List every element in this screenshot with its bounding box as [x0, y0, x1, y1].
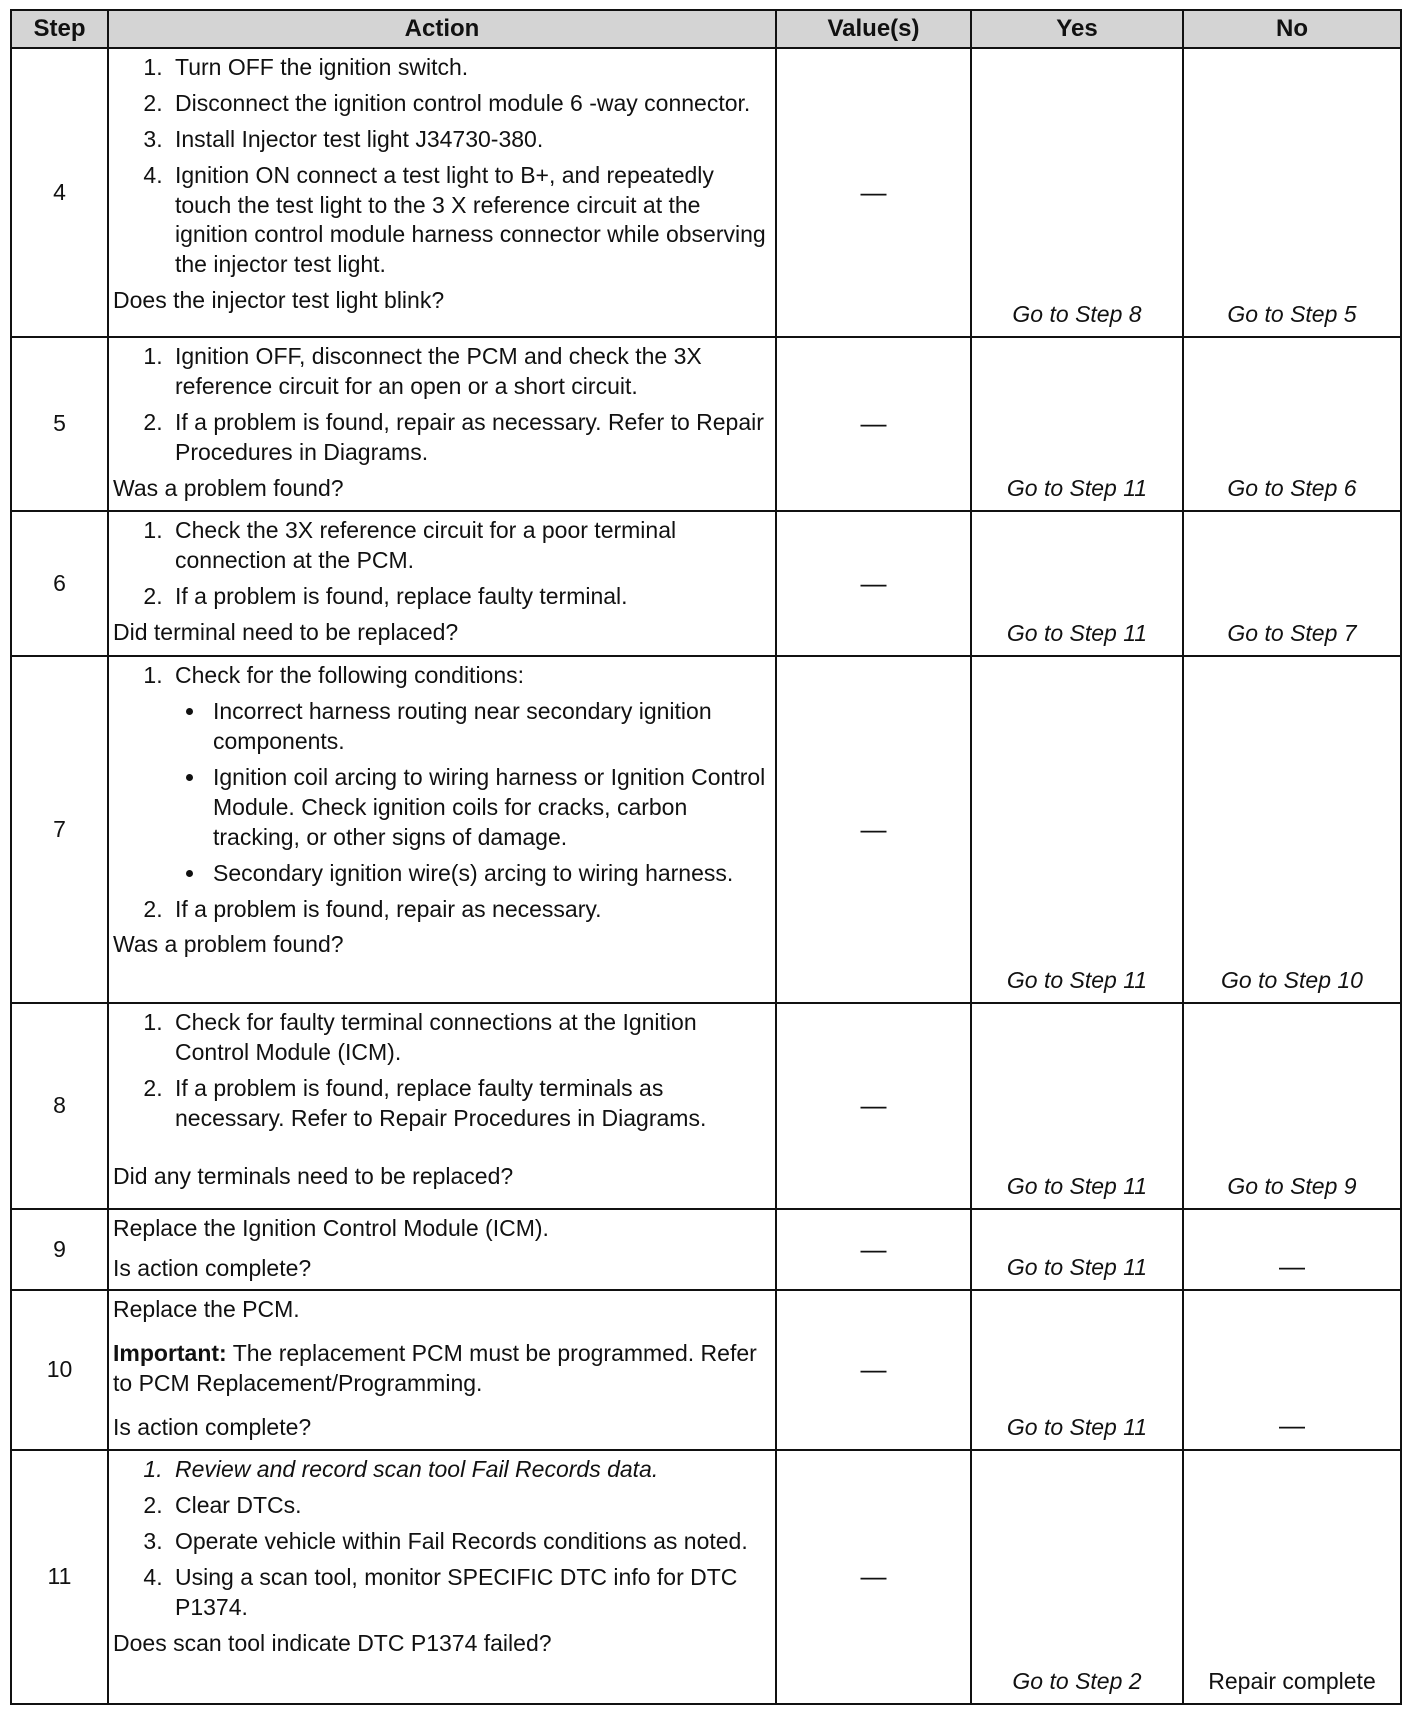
action-question: Is action complete?	[113, 1414, 312, 1440]
action-question: Was a problem found?	[113, 474, 344, 501]
action-item: 2. If a problem is found, repair as necessary.	[169, 895, 767, 925]
value-cell: —	[776, 1209, 971, 1290]
value-cell: —	[776, 1003, 971, 1209]
table-header-row	[11, 10, 1401, 48]
yes-cell: Go to Step 11	[971, 1209, 1183, 1290]
no-cell: Go to Step 10	[1183, 656, 1401, 1003]
action-item: 2. If a problem is found, repair as necessary. Refer to Repair Procedures in Diagrams.	[169, 408, 767, 468]
step-number: 7	[11, 656, 108, 1003]
important-label: Important:	[113, 1340, 227, 1367]
yes-cell: Go to Step 11	[971, 656, 1183, 1003]
value-cell: —	[776, 1290, 971, 1450]
table-row	[11, 48, 1401, 337]
action-text: Replace the Ignition Control Module (ICM).	[113, 1215, 549, 1242]
step-number: 6	[11, 511, 108, 656]
no-cell: Go to Step 9	[1183, 1003, 1401, 1209]
no-cell: Go to Step 5	[1183, 48, 1401, 337]
header-action: Action	[108, 10, 776, 48]
yes-cell: Go to Step 8	[971, 48, 1183, 337]
action-item: 3. Install Injector test light J34730-380.	[169, 125, 767, 155]
action-cell	[108, 1003, 776, 1209]
bullet-item: • Incorrect harness routing near secondary ignition components.	[207, 697, 767, 757]
action-question: Did any terminals need to be replaced?	[113, 1162, 514, 1189]
action-item	[169, 661, 767, 888]
step-number: 5	[11, 337, 108, 511]
table-row	[11, 1003, 1401, 1209]
action-list	[113, 661, 767, 924]
step-number: 4	[11, 48, 108, 337]
action-list	[113, 516, 767, 612]
action-item: 2. Clear DTCs.	[169, 1491, 767, 1521]
action-question: Was a problem found?	[113, 931, 344, 958]
action-list	[113, 1008, 767, 1134]
no-cell: Go to Step 6	[1183, 337, 1401, 511]
header-step: Step	[11, 10, 108, 48]
action-item: 1. Ignition OFF, disconnect the PCM and check the 3X reference circuit for an open or a short circuit.	[169, 342, 767, 402]
action-cell	[108, 48, 776, 337]
action-item: 3. Operate vehicle within Fail Records conditions as noted.	[169, 1527, 767, 1557]
action-item: 4. Ignition ON connect a test light to B+, and repeatedly touch the test light to the 3 X reference circuit at the ignition control module harness connector while observing the injector test light.	[169, 161, 767, 281]
action-item: 2. Disconnect the ignition control module 6 -way connector.	[169, 89, 767, 119]
no-cell: Repair complete	[1183, 1450, 1401, 1704]
table-row	[11, 656, 1401, 1003]
important-note	[113, 1339, 767, 1399]
yes-cell: Go to Step 2	[971, 1450, 1183, 1704]
action-item: 1. Turn OFF the ignition switch.	[169, 53, 767, 83]
action-text: Replace the PCM.	[113, 1296, 300, 1323]
action-item: 2. If a problem is found, replace faulty terminal.	[169, 582, 767, 612]
table-row	[11, 1209, 1401, 1290]
value-cell: —	[776, 511, 971, 656]
header-yes: Yes	[971, 10, 1183, 48]
action-item: 2. If a problem is found, replace faulty terminals as necessary. Refer to Repair Procedures in Diagrams.	[169, 1074, 767, 1134]
value-cell: —	[776, 656, 971, 1003]
value-cell: —	[776, 1450, 971, 1704]
action-item: 1. Review and record scan tool Fail Records data.	[169, 1455, 767, 1485]
action-list	[113, 342, 767, 468]
action-cell	[108, 1209, 776, 1290]
table-row	[11, 337, 1401, 511]
no-cell: Go to Step 7	[1183, 511, 1401, 656]
bullet-item: • Secondary ignition wire(s) arcing to wiring harness.	[207, 859, 767, 889]
no-cell: —	[1183, 1209, 1401, 1290]
action-question: Did terminal need to be replaced?	[113, 618, 459, 645]
step-number: 11	[11, 1450, 108, 1704]
no-cell: —	[1183, 1290, 1401, 1450]
table-row	[11, 511, 1401, 656]
header-no: No	[1183, 10, 1401, 48]
action-question: Does the injector test light blink?	[113, 287, 445, 314]
yes-cell: Go to Step 11	[971, 1003, 1183, 1209]
action-cell	[108, 511, 776, 656]
bullet-item: • Ignition coil arcing to wiring harness or Ignition Control Module. Check ignition coils for cracks, carbon tracking, or other signs of damage.	[207, 763, 767, 853]
action-list	[113, 53, 767, 280]
action-item: 1. Check for faulty terminal connections at the Ignition Control Module (ICM).	[169, 1008, 767, 1068]
step-number: 9	[11, 1209, 108, 1290]
important-text: The replacement PCM must be programmed. Refer to PCM Replacement/Programming.	[113, 1340, 757, 1397]
step-number: 8	[11, 1003, 108, 1209]
table-row	[11, 1450, 1401, 1704]
action-item-text: Check for the following conditions:	[175, 662, 525, 689]
diagnostic-table	[10, 9, 1402, 1705]
action-item: 1. Check the 3X reference circuit for a poor terminal connection at the PCM.	[169, 516, 767, 576]
value-cell: —	[776, 48, 971, 337]
action-question: Is action complete?	[113, 1255, 312, 1282]
action-cell	[108, 1450, 776, 1704]
action-cell	[108, 656, 776, 1003]
action-list	[113, 1455, 767, 1622]
value-cell: —	[776, 337, 971, 511]
header-values: Value(s)	[776, 10, 971, 48]
yes-cell: Go to Step 11	[971, 1290, 1183, 1450]
action-question: Does scan tool indicate DTC P1374 failed?	[113, 1629, 552, 1656]
action-item: 4. Using a scan tool, monitor SPECIFIC DTC info for DTC P1374.	[169, 1563, 767, 1623]
action-cell	[108, 337, 776, 511]
yes-cell: Go to Step 11	[971, 511, 1183, 656]
action-cell	[108, 1290, 776, 1450]
step-number: 10	[11, 1290, 108, 1450]
yes-cell: Go to Step 11	[971, 337, 1183, 511]
table-row	[11, 1290, 1401, 1450]
condition-bullets	[175, 697, 767, 888]
